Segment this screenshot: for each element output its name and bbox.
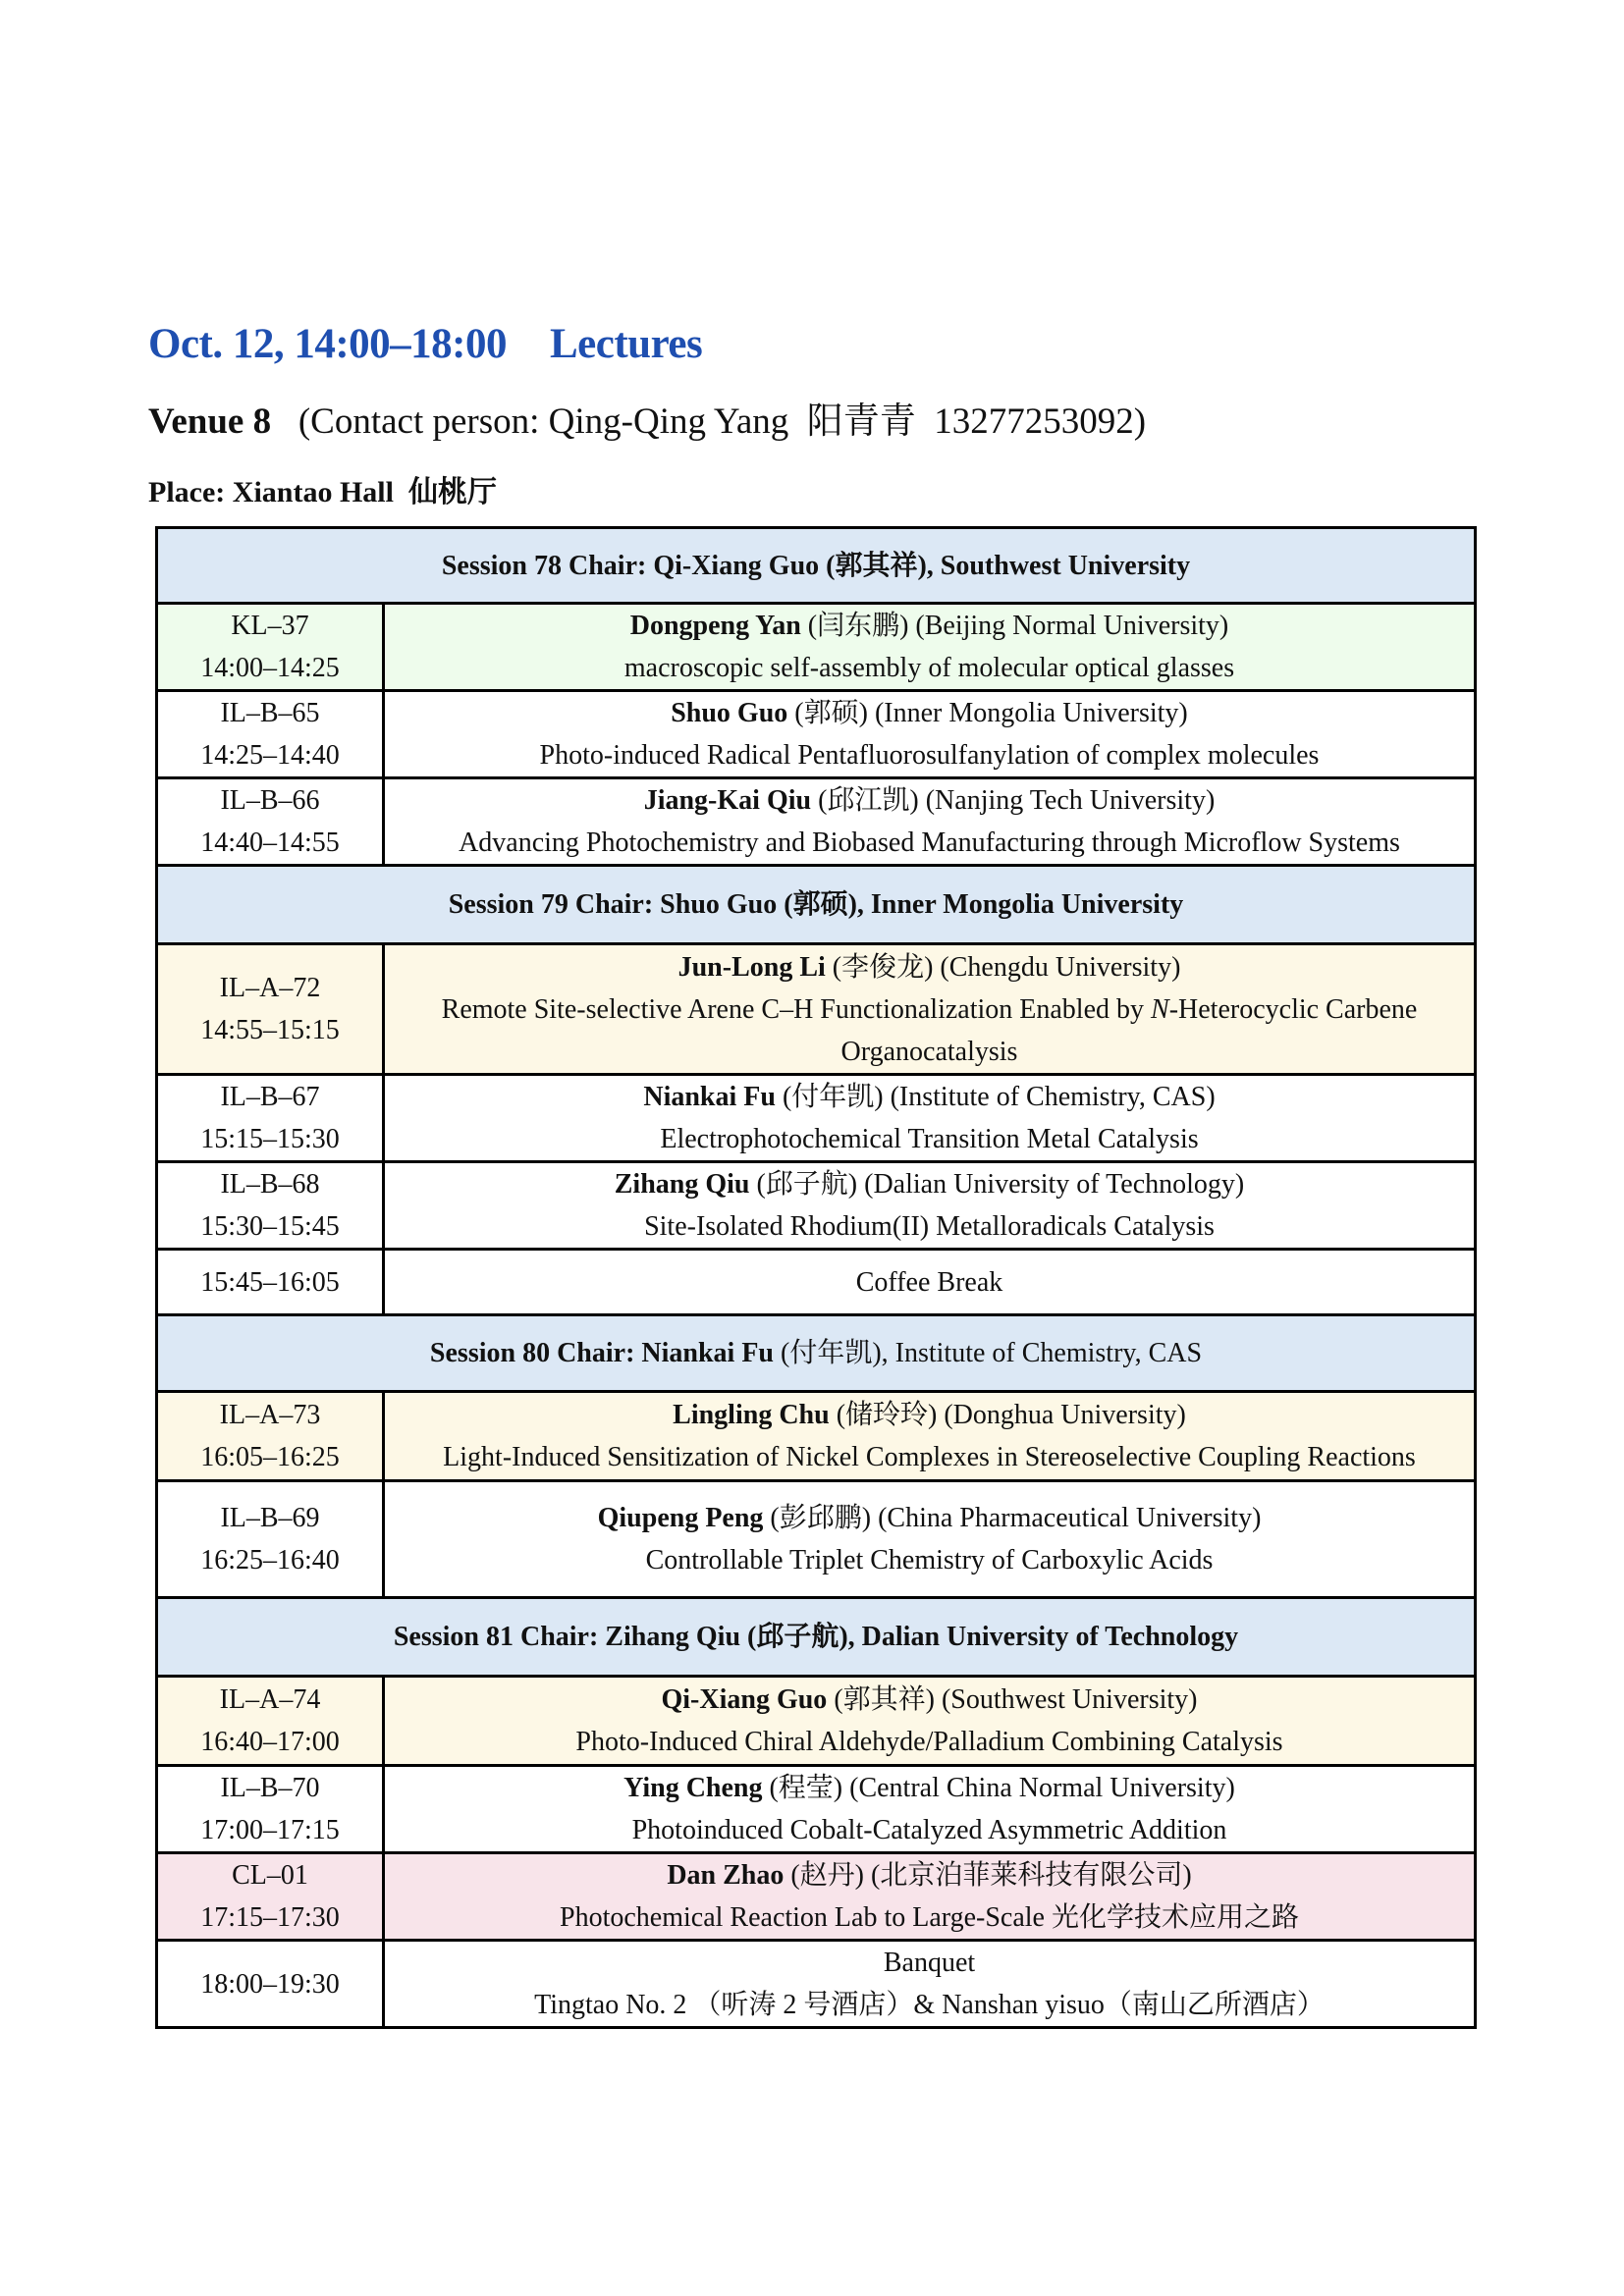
speaker-name: Qi-Xiang Guo xyxy=(661,1684,828,1715)
break-label: Coffee Break xyxy=(384,1250,1476,1315)
table-row xyxy=(157,691,1476,778)
banquet-row xyxy=(157,1941,1476,2028)
break-time: 15:45–16:05 xyxy=(157,1250,384,1315)
schedule-table xyxy=(155,526,1477,2029)
table-row xyxy=(157,1392,1476,1481)
talk-code-time: KL–37 14:00–14:25 xyxy=(157,604,384,691)
talk-title: Advancing Photochemistry and Biobased Manufacturing through Microflow Systems xyxy=(459,828,1400,858)
talk-title: Remote Site-selective Arene C–H Functionalization Enabled by N-Heterocyclic Carbene Organocatalysis xyxy=(441,993,1418,1067)
contact-person: (Contact person: Qing-Qing Yang 阳青青 13277253092) xyxy=(298,401,1147,442)
table-row xyxy=(157,604,1476,691)
banquet-time: 18:00–19:30 xyxy=(157,1941,384,2028)
session-header xyxy=(157,1315,1476,1392)
talk-title: Photoinduced Cobalt-Catalyzed Asymmetric Addition xyxy=(631,1815,1227,1845)
banquet-details xyxy=(384,1941,1476,2028)
table-row xyxy=(157,1075,1476,1162)
talk-code-time: IL–B–66 14:40–14:55 xyxy=(157,778,384,866)
speaker-name: Dongpeng Yan xyxy=(629,611,801,641)
talk-code-time: IL–B–68 15:30–15:45 xyxy=(157,1162,384,1250)
talk-title: Photo-induced Radical Pentafluorosulfanylation of complex molecules xyxy=(539,740,1320,771)
talk-details: Shuo Guo (郭硕) (Inner Mongolia University) Photo-induced Radical Pentafluorosulfanylation of complex molecules xyxy=(384,691,1476,778)
talk-details: Niankai Fu (付年凯) (Institute of Chemistry, CAS) Electrophotochemical Transition Metal Catalysis xyxy=(384,1075,1476,1162)
talk-code-time: IL–B–65 14:25–14:40 xyxy=(157,691,384,778)
table-row xyxy=(157,944,1476,1075)
speaker-name: Dan Zhao xyxy=(667,1860,785,1891)
session-81-header: Session 81 Chair: Zihang Qiu (邱子航), Dalian University of Technology xyxy=(157,1598,1476,1677)
talk-details: Qi-Xiang Guo (郭其祥) (Southwest University) Photo-Induced Chiral Aldehyde/Palladium Combining Catalysis xyxy=(384,1677,1476,1766)
page-title xyxy=(148,320,702,368)
talk-title: Electrophotochemical Transition Metal Catalysis xyxy=(660,1124,1199,1154)
talk-details: Dongpeng Yan (闫东鹏) (Beijing Normal University) macroscopic self-assembly of molecular optical glasses xyxy=(384,604,1476,691)
talk-title: Controllable Triplet Chemistry of Carboxylic Acids xyxy=(645,1545,1214,1575)
speaker-name: Niankai Fu xyxy=(643,1082,776,1112)
talk-code-time: IL–B–67 15:15–15:30 xyxy=(157,1075,384,1162)
speaker-name: Jiang-Kai Qiu xyxy=(643,785,812,816)
talk-title: Site-Isolated Rhodium(II) Metalloradicals Catalysis xyxy=(644,1211,1215,1242)
speaker-name: Ying Cheng xyxy=(623,1773,763,1803)
talk-title: Photo-Induced Chiral Aldehyde/Palladium Combining Catalysis xyxy=(575,1727,1283,1757)
talk-title: Photochemical Reaction Lab to Large-Scale 光化学技术应用之路 xyxy=(560,1902,1299,1933)
table-row xyxy=(157,1677,1476,1766)
coffee-break-row xyxy=(157,1250,1476,1315)
session-header xyxy=(157,1598,1476,1677)
banquet-label: Banquet xyxy=(883,1948,976,1978)
session-79-header: Session 79 Chair: Shuo Guo (郭硕), Inner Mongolia University xyxy=(157,866,1476,944)
speaker-name: Qiupeng Peng xyxy=(597,1503,764,1533)
talk-details: Qiupeng Peng (彭邱鹏) (China Pharmaceutical University) Controllable Triplet Chemistry of Carboxylic Acids xyxy=(384,1481,1476,1598)
session-header xyxy=(157,528,1476,604)
talk-code-time: IL–A–72 14:55–15:15 xyxy=(157,944,384,1075)
title-type: Lectures xyxy=(550,321,703,367)
session-header xyxy=(157,866,1476,944)
banquet-place: Tingtao No. 2 （听涛 2 号酒店）& Nanshan yisuo（南山乙所酒店） xyxy=(534,1990,1325,2020)
speaker-name: Lingling Chu xyxy=(673,1400,830,1430)
session-80-header: Session 80 Chair: Niankai Fu (付年凯), Institute of Chemistry, CAS xyxy=(157,1315,1476,1392)
table-row xyxy=(157,1853,1476,1941)
talk-code-time: IL–A–73 16:05–16:25 xyxy=(157,1392,384,1481)
table-row xyxy=(157,778,1476,866)
talk-details: Zihang Qiu (邱子航) (Dalian University of Technology) Site-Isolated Rhodium(II) Metalloradicals Catalysis xyxy=(384,1162,1476,1250)
table-row xyxy=(157,1481,1476,1598)
talk-title: Light-Induced Sensitization of Nickel Complexes in Stereoselective Coupling Reactions xyxy=(443,1442,1416,1472)
session-78-header: Session 78 Chair: Qi-Xiang Guo (郭其祥), Southwest University xyxy=(157,528,1476,604)
talk-details: Dan Zhao (赵丹) (北京泊菲莱科技有限公司) Photochemical Reaction Lab to Large-Scale 光化学技术应用之路 xyxy=(384,1853,1476,1941)
speaker-name: Shuo Guo xyxy=(671,698,788,728)
speaker-name: Jun-Long Li xyxy=(677,951,826,983)
talk-code-time: CL–01 17:15–17:30 xyxy=(157,1853,384,1941)
talk-details: Jun-Long Li (李俊龙) (Chengdu University) Remote Site-selective Arene C–H Functionalization Enabled by N-Heterocyclic Carbene Organocatalysis xyxy=(384,944,1476,1075)
venue-label: Venue 8 xyxy=(148,401,272,442)
place-line: Place: Xiantao Hall 仙桃厅 xyxy=(148,476,497,508)
talk-details: Lingling Chu (储玲玲) (Donghua University) Light-Induced Sensitization of Nickel Complexes in Stereoselective Coupling Reactions xyxy=(384,1392,1476,1481)
speaker-name: Zihang Qiu xyxy=(614,1169,750,1200)
talk-details: Jiang-Kai Qiu (邱江凯) (Nanjing Tech University) Advancing Photochemistry and Biobased Manufacturing through Microflow Systems xyxy=(384,778,1476,866)
talk-code-time: IL–A–74 16:40–17:00 xyxy=(157,1677,384,1766)
talk-title: macroscopic self-assembly of molecular optical glasses xyxy=(623,653,1235,683)
table-row xyxy=(157,1766,1476,1853)
title-date: Oct. 12, 14:00–18:00 xyxy=(148,321,507,367)
table-row xyxy=(157,1162,1476,1250)
talk-details: Ying Cheng (程莹) (Central China Normal University) Photoinduced Cobalt-Catalyzed Asymmetric Addition xyxy=(384,1766,1476,1853)
talk-code-time: IL–B–70 17:00–17:15 xyxy=(157,1766,384,1853)
talk-code-time: IL–B–69 16:25–16:40 xyxy=(157,1481,384,1598)
venue-line xyxy=(148,391,1146,444)
